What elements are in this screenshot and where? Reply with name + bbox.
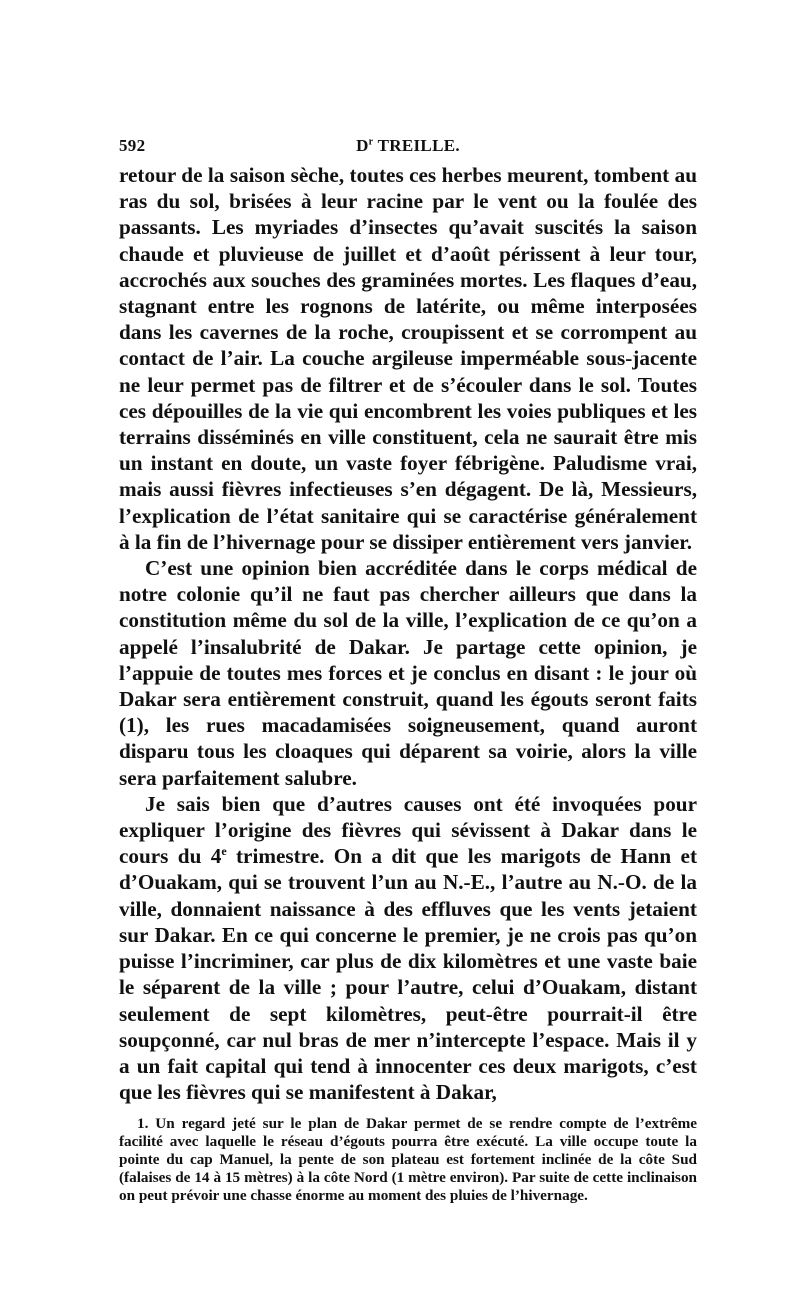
running-head [119,136,697,156]
body-paragraph-2: C’est une opinion bien accréditée dans le corps médical de notre colonie qu’il ne faut pas chercher ailleurs que dans la constitution même du sol de la ville, l’explication de ce qu’on a appelé l’insalubrité de Dakar. Je partage cette opinion, je l’appuie de toutes mes forces et je conclus en disant : le jour où Dakar sera entièrement construit, quand les égouts seront faits (1), les rues macadamisées soigneusement, quand auront disparu tous les cloaques qui déparent sa voirie, alors la ville sera parfaitement salubre. [119,556,697,790]
book-page [119,136,697,1204]
author-superscript: r [368,136,374,148]
body-paragraph-3-part-1: Je sais bien que d’autres causes ont été invoquées pour expliquer l’origine des fièvres qui sévissent à Dakar dans le cours du 4 [119,791,697,869]
body-paragraph-1: retour de la saison sèche, toutes ces herbes meurent, tombent au ras du sol, brisées à leur racine par le vent ou la foulée des passants. Les myriades d’insectes qu’avait suscités la saison chaude et pluvieuse de juillet et d’août périssent à leur tour, accrochés aux souches des graminées mortes. Les flaques d’eau, stagnant entre les rognons de latérite, ou même interposées dans les cavernes de la roche, croupissent et se corrompent au contact de l’air. La couche argileuse imperméable sous-jacente ne leur permet pas de filtrer et de s’écouler dans le sol. Toutes ces dépouilles de la vie qui encombrent les voies publiques et les terrains disséminés en ville constituent, cela ne saurait être mis un instant en doute, un vaste foyer fébrigène. Paludisme vrai, mais aussi fièvres infectieuses s’en dégagent. De là, Messieurs, l’explication de l’état sanitaire qui se caractérise généralement à la fin de l’hivernage pour se dissiper entièrement vers janvier. [119,163,697,554]
body-paragraph-3-part-2: trimestre. On a dit que les marigots de Hann et d’Ouakam, qui se trouvent l’un au N.-E., l’autre au N.-O. de la ville, donnaient naissance à des effluves que les vents jetaient sur Dakar. En ce qui concerne le premier, je ne crois pas qu’on puisse l’incriminer, car plus de dix kilomètres et une vaste baie le séparent de la ville ; pour l’autre, celui d’Ouakam, distant seulement de sept kilomètres, peut-être pourrait-il être soupçonné, car nul bras de mer n’intercepte l’espace. Mais il y a un fait capital qui tend à innocenter ces deux marigots, c’est que les fièvres qui se manifestent à Dakar, [119,844,698,1105]
footnote: 1. Un regard jeté sur le plan de Dakar permet de se rendre compte de l’extrême facilité avec laquelle le réseau d’égouts pourra être exécuté. La ville occupe toute la pointe du cap Manuel, la pente de son plateau est fortement inclinée de la côte Sud (falaises de 14 à 15 mètres) à la côte Nord (1 mètre environ). Par suite de cette inclinaison on peut prévoir une chasse énorme au moment des pluies de l’hivernage. [119,1115,697,1204]
page-number: 592 [119,136,146,155]
page-header [119,136,697,162]
author-prefix: D [356,136,369,155]
author-name: TREILLE. [373,136,460,155]
ordinal-superscript: e [221,844,227,859]
body-paragraph-3 [119,791,697,1105]
